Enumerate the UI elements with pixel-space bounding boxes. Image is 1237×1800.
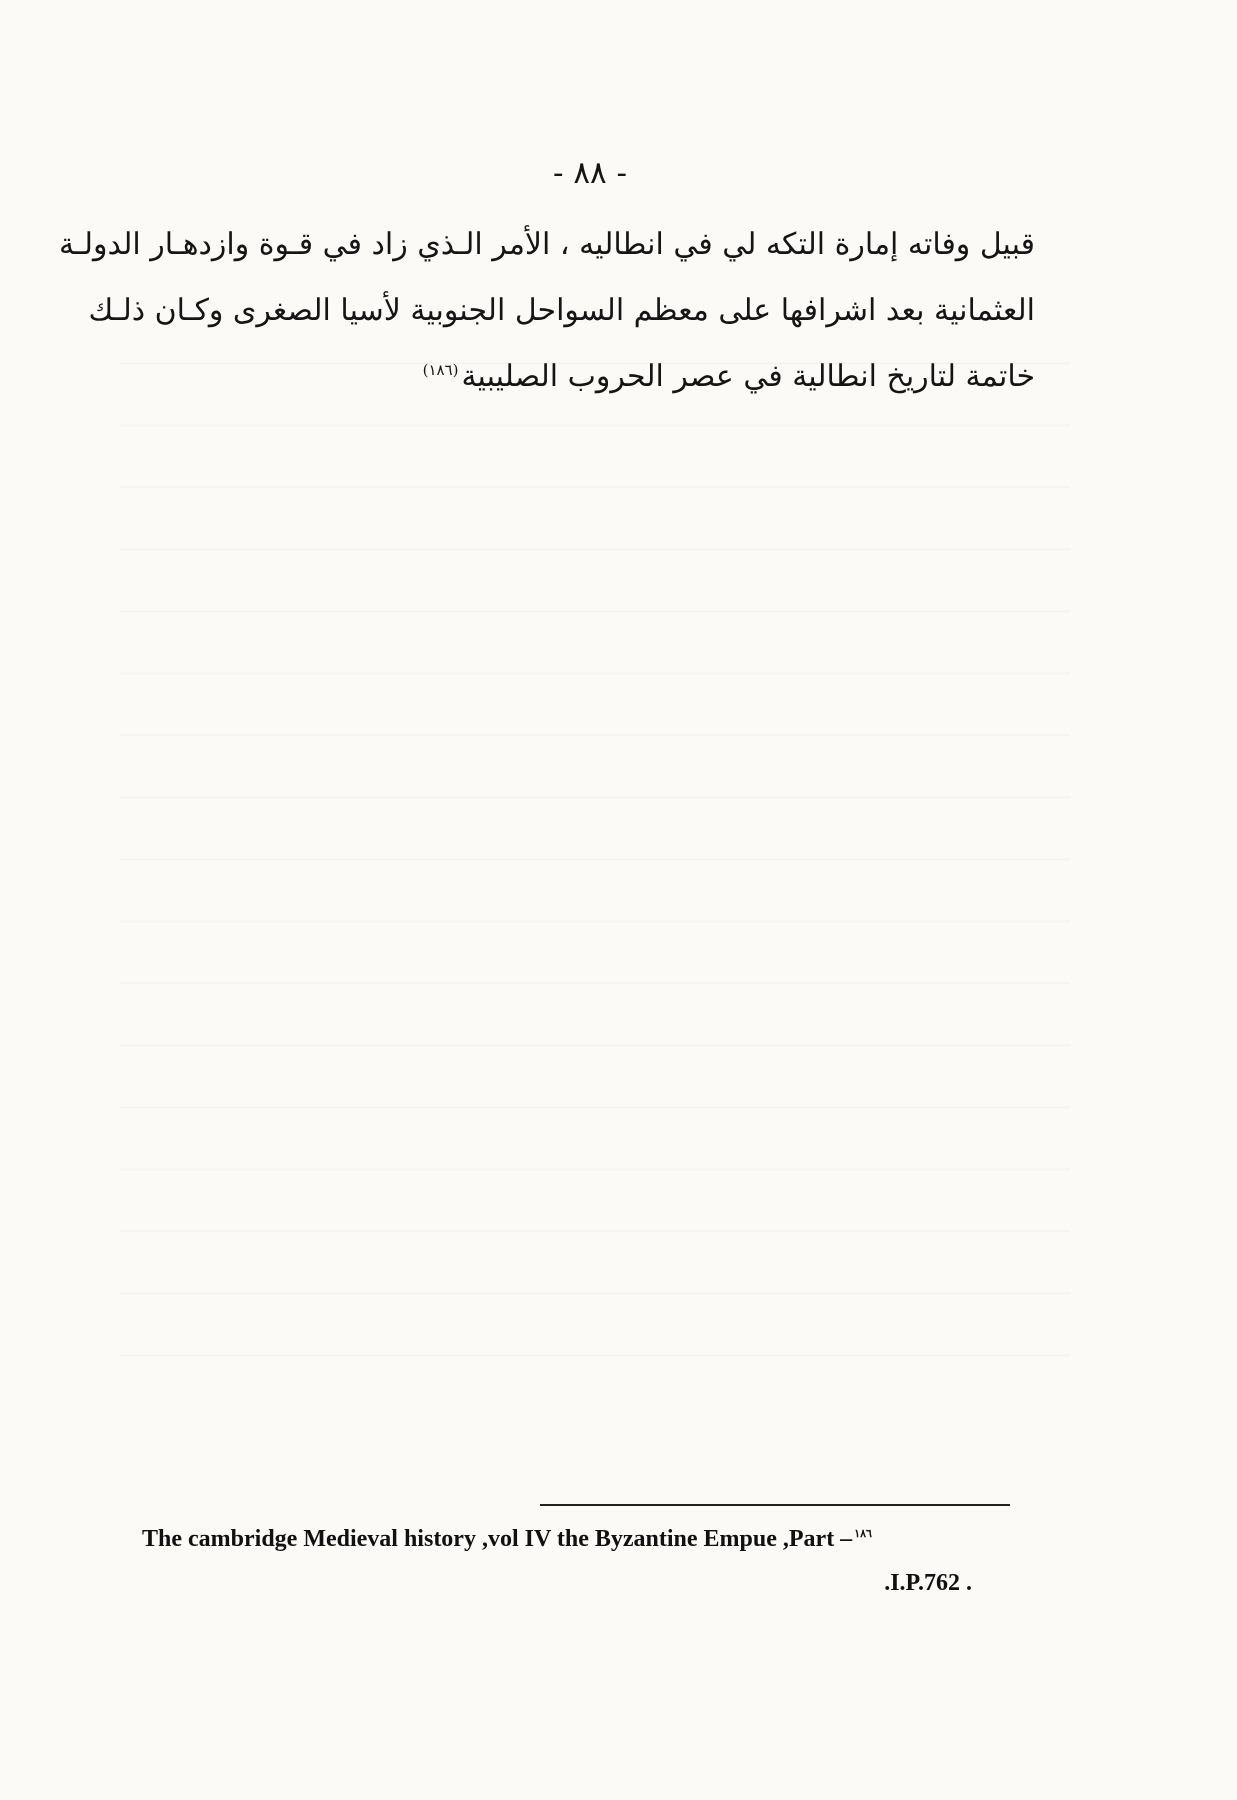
bleed-through-background — [120, 320, 1070, 1400]
paragraph-line-3 — [130, 344, 1035, 410]
paragraph-line-1: قبيل وفاته إمارة التكه لي في انطاليه ، الأمر الـذي زاد في قـوة وازدهـار الدولـة — [59, 227, 1035, 262]
paragraph-line-2: العثمانية بعد اشرافها على معظم السواحل الجنوبية لأسيا الصغرى وكـان ذلـك — [88, 293, 1035, 328]
footnote-separator — [540, 1504, 1010, 1506]
footnote-line-1 — [142, 1517, 1022, 1561]
paragraph-line-3-text: خاتمة لتاريخ انطالية في عصر الحروب الصليبية — [461, 359, 1035, 394]
footnote-marker: (١٨٦) — [422, 361, 459, 379]
footnote — [142, 1517, 1022, 1605]
footnote-line-1-text: The cambridge Medieval history ,vol IV the Byzantine Empue ,Part – — [142, 1526, 853, 1552]
page-number: - ٨٨ - — [553, 155, 627, 191]
footnote-reference-number: ١٨٦ — [854, 1528, 872, 1540]
footnote-line-2: .I.P.762 . — [884, 1570, 972, 1596]
main-paragraph — [59, 212, 1035, 410]
